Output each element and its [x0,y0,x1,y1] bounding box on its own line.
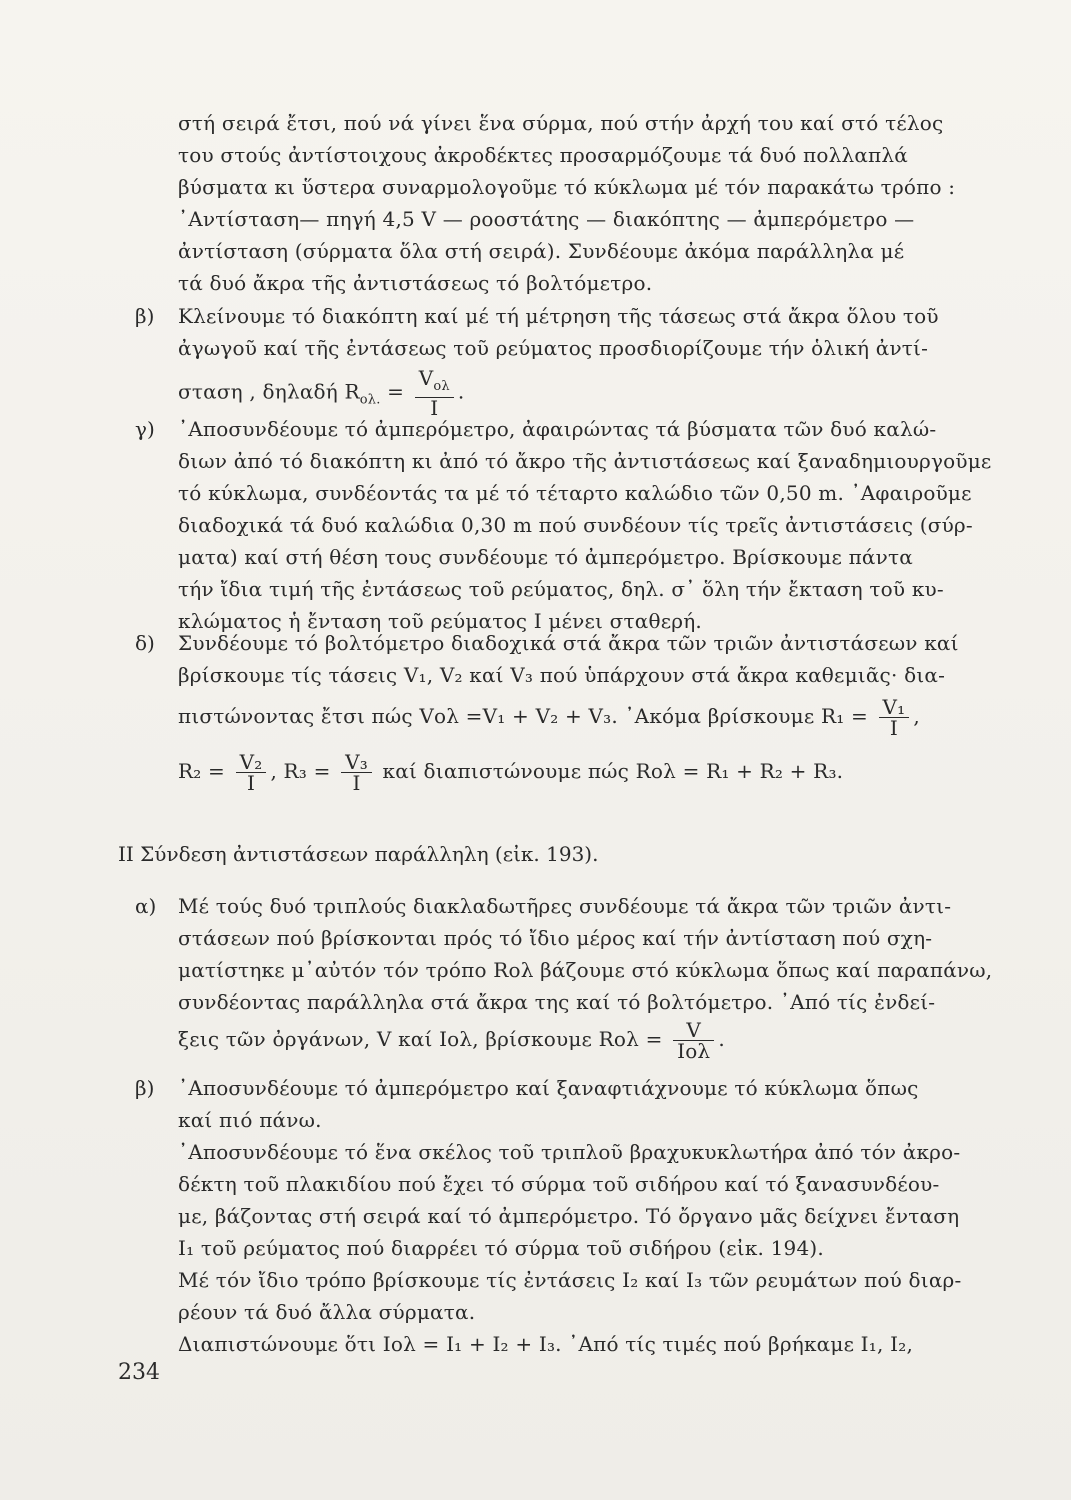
formula-end: , [913,704,920,728]
item-label-beta-2: β) [135,1076,155,1100]
text-line: στάσεων πού βρίσκονται πρός τό ἴδιο μέρος καί τήν ἀντίσταση πού σχη- [178,926,933,950]
text-line: ἀντίσταση (σύρματα ὅλα στή σειρά). Συνδέουμε ἀκόμα παράλληλα μέ [178,239,905,263]
fraction-denominator: I [430,396,439,420]
formula-line [178,368,953,418]
formula-text: καί διαπιστώνουμε πώς Rολ = R₁ + R₂ + R₃. [382,759,844,783]
text-line: ματα) καί στή θέση τους συνδέουμε τό ἀμπερόμετρο. Βρίσκουμε πάντα [178,545,913,569]
fraction [879,697,910,738]
text-line: του στούς ἀντίστοιχους ἀκροδέκτες προσαρμόζουμε τά δυό πολλαπλά [178,143,908,167]
formula-text: πιστώνοντας ἔτσι πώς Vολ =V₁ + V₂ + V₃. ᾿Ακόμα βρίσκουμε R₁ = [178,704,868,728]
fraction-denominator: I [246,771,256,795]
text-line: ᾿Αποσυνδέουμε τό ἀμπερόμετρο, ἀφαιρώντας τά βύσματα τῶν δυό καλώ- [178,417,937,441]
text-line: Κλείνουμε τό διακόπτη καί μέ τή μέτρηση τῆς τάσεως στά ἄκρα ὅλου τοῦ [178,304,939,328]
page-number: 234 [118,1360,160,1385]
text-line: βρίσκουμε τίς τάσεις V₁, V₂ καί V₃ πού ὑπάρχουν στά ἄκρα καθεμιᾶς· δια- [178,663,946,687]
fraction-numerator: V₁ [879,697,910,718]
text-line: Διαπιστώνουμε ὅτι Iολ = I₁ + I₂ + I₃. ᾿Από τίς τιμές πού βρήκαμε I₁, I₂, [178,1332,913,1356]
text-line: Συνδέουμε τό βολτόμετρο διαδοχικά στά ἄκρα τῶν τριῶν ἀντιστάσεων καί [178,631,959,655]
text-line: βύσματα κι ὕστερα συναρμολογοῦμε τό κύκλωμα μέ τόν παρακάτω τρόπο : [178,175,956,199]
fraction-denominator: I [889,716,898,740]
fraction-denominator: Iολ [677,1039,711,1063]
text-line: Μέ τόν ἴδιο τρόπο βρίσκουμε τίς ἐντάσεις I₂ καί I₃ τῶν ρευμάτων πού διαρ- [178,1268,962,1292]
text-line: διων ἀπό τό διακόπτη κι ἀπό τό ἄκρο τῆς ἀντιστάσεως καί ξαναδημιουργοῦμε [178,449,992,473]
formula-text: , R₃ = [270,759,331,783]
text-line: με, βάζοντας στή σειρά καί τό ἀμπερόμετρο. Τό ὄργανο μᾶς δείχνει ἔνταση [178,1204,960,1228]
formula-line [178,697,953,738]
item-gamma-text [178,413,992,637]
item-delta-text [178,627,959,795]
text-line: ἀγωγοῦ καί τῆς ἐντάσεως τοῦ ρεύματος προσδιορίζουμε τήν ὁλική ἀντί- [178,336,929,360]
formula-text: ξεις τῶν ὀργάνων, V καί Iολ, βρίσκουμε Rολ = [178,1027,663,1051]
fraction-numerator: V [673,1020,714,1041]
formula-line [178,1020,953,1061]
fraction [415,368,454,418]
text-line: ᾿Αντίσταση— πηγή 4,5 V — ροοστάτης — διακόπτης — ἀμπερόμετρο — [178,207,915,231]
text-line: στή σειρά ἔτσι, πού νά γίνει ἕνα σύρμα, πού στήν ἀρχή του καί στό τέλος [178,111,944,135]
item-label-alpha: α) [135,894,157,918]
fraction-denominator: I [352,771,361,795]
text-line: συνδέοντας παράλληλα στά ἄκρα της καί τό βολτόμετρο. ᾿Από τίς ἐνδεί- [178,990,936,1014]
section-heading: II Σύνδεση ἀντιστάσεων παράλληλη (εἰκ. 193). [118,842,599,866]
text-line: ᾿Αποσυνδέουμε τό ἀμπερόμετρο καί ξαναφτιάχνουμε τό κύκλωμα ὅπως [178,1076,919,1100]
text-line: δέκτη τοῦ πλακιδίου πού ἔχει τό σύρμα τοῦ σιδήρου καί τό ξανασυνδέου- [178,1172,940,1196]
text-line: διαδοχικά τά δυό καλώδια 0,30 m πού συνδέουν τίς τρεῖς ἀντιστάσεις (σύρ- [178,513,973,537]
text-line: τήν ἴδια τιμή τῆς ἐντάσεως τοῦ ρεύματος, δηλ. σ᾿ ὅλη τήν ἔκταση τοῦ κυ- [178,577,944,601]
text-line: τό κύκλωμα, συνδέοντάς τα μέ τό τέταρτο καλώδιο τῶν 0,50 m. ᾿Αφαιροῦμε [178,481,972,505]
formula-end: . [718,1027,725,1051]
text-line: I₁ τοῦ ρεύματος πού διαρρέει τό σύρμα τοῦ σιδήρου (εἰκ. 194). [178,1236,824,1260]
text-line: καί πιό πάνω. [178,1108,322,1132]
intro-paragraph [178,107,956,299]
item-label-gamma: γ) [135,417,155,441]
formula-text: σταση , δηλαδή R [178,379,360,404]
text-line: κλώματος ἡ ἔνταση τοῦ ρεύματος I μένει σταθερή. [178,609,702,633]
text-line: ρέουν τά δυό ἄλλα σύρματα. [178,1300,476,1324]
formula-end: . [457,379,465,404]
item-beta-text [178,300,953,418]
item-label-beta: β) [135,304,155,328]
fraction [673,1020,714,1061]
item-alpha-text [178,890,993,1063]
text-line: ματίστηκε μ᾿αὐτόν τόν τρόπο Rολ βάζουμε στό κύκλωμα ὅπως καί παραπάνω, [178,958,993,982]
item-label-delta: δ) [135,631,155,655]
item-beta-2-text [178,1072,962,1360]
fraction [236,752,267,793]
text-line: τά δυό ἄκρα τῆς ἀντιστάσεως τό βολτόμετρο. [178,271,653,295]
formula-equals: = [387,379,405,404]
text-line: ᾿Αποσυνδέουμε τό ἕνα σκέλος τοῦ τριπλοῦ βραχυκυκλωτήρα ἀπό τόν ἀκρο- [178,1140,961,1164]
formula-line [178,752,953,793]
fraction-numerator: V₃ [341,752,372,773]
fraction-numerator: V₂ [236,752,267,773]
formula-text: R₂ = [178,759,225,783]
formula-subscript: ολ. [359,392,381,408]
text-line: Μέ τούς δυό τριπλούς διακλαδωτῆρες συνδέουμε τά ἄκρα τῶν τριῶν ἀντι- [178,894,952,918]
fraction [341,752,372,793]
fraction-numerator: $V_{o\lambda}$ [415,368,454,398]
